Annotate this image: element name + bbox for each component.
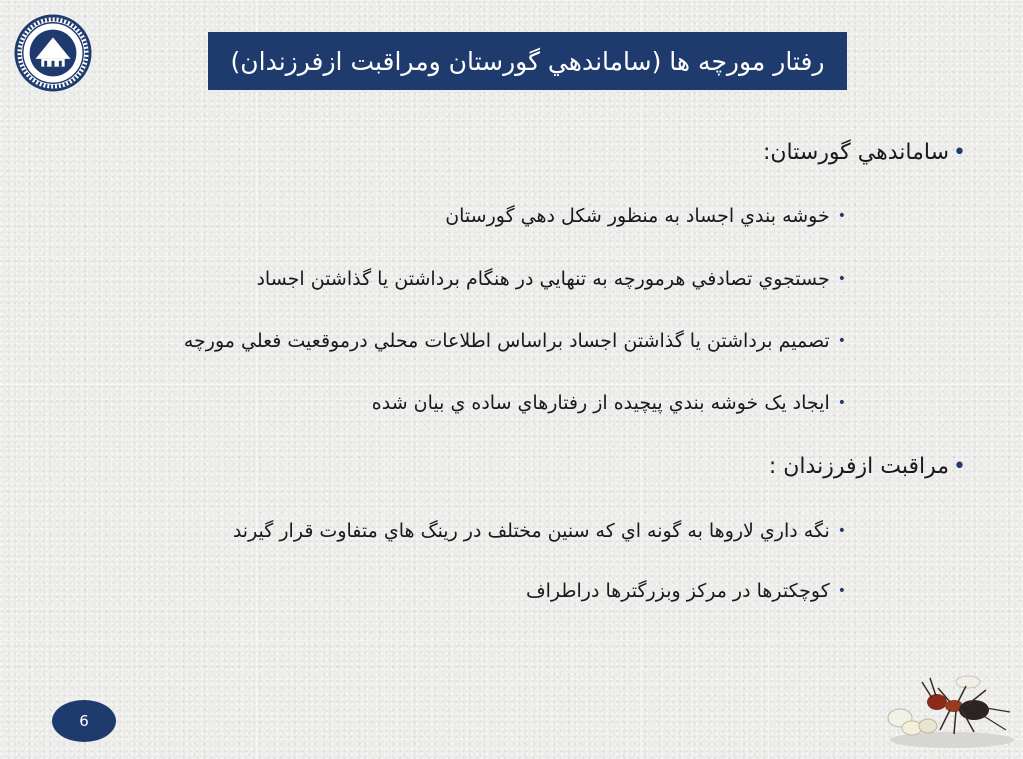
section-heading [763,140,966,165]
page-number: 6 [52,700,116,742]
section-heading-text: ساماندهي گورستان: [762,140,950,165]
list-item-text: جستجوي تصادفي هرمورچه به تنهايي در هنگام برداشتن يا گذاشتن اجساد [256,268,830,290]
section-heading-text: مراقبت ازفرزندان : [768,454,950,479]
list-item [372,392,846,414]
list-item [233,520,846,542]
bullet-icon: • [837,333,846,349]
bullet-icon: • [837,395,846,411]
bullet-icon: • [837,523,846,539]
list-item [445,205,846,227]
university-logo [14,14,92,92]
list-item-text: تصميم برداشتن يا گذاشتن اجساد براساس اطلاعات محلي درموقعيت فعلي مورچه [183,330,830,352]
slide-title: رفتار مورچه ها (ساماندهي گورستان ومراقبت ازفرزندان) [208,32,847,90]
bullet-icon: • [953,140,966,165]
list-item [256,268,846,290]
list-item-text: نگه داري لاروها به گونه اي که سنين مختلف در رينگ هاي متفاوت قرار گيرند [232,520,830,542]
list-item [184,330,846,352]
bullet-icon: • [837,583,846,599]
list-item-text: کوچکترها در مرکز وبزرگترها دراطراف [525,580,830,602]
bullet-icon: • [837,271,846,287]
section-heading [769,454,966,479]
list-item-text: ايجاد يک خوشه بندي پيچيده از رفتارهاي ساده ي بيان شده [371,392,830,414]
list-item [526,580,846,602]
ant-illustration-icon [882,660,1017,750]
bullet-icon: • [837,208,846,224]
list-item-text: خوشه بندي اجساد به منظور شکل دهي گورستان [445,205,830,227]
bullet-icon: • [953,454,966,479]
